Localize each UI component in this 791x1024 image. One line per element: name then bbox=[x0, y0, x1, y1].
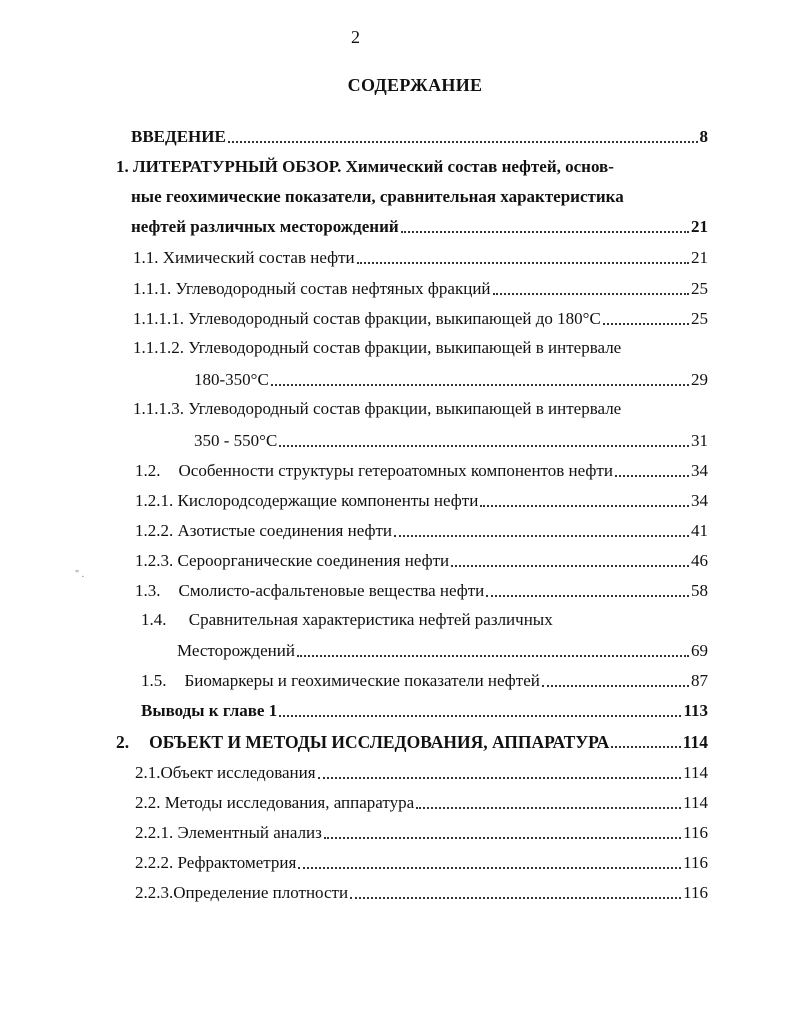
dot-leader bbox=[394, 535, 689, 537]
toc-chapter-title-line: нефтей различных месторождений bbox=[131, 217, 399, 236]
toc-entry-number: 1.3. bbox=[135, 581, 161, 600]
toc-entry-intro bbox=[131, 124, 708, 148]
toc-chapter-title-line: ные геохимические показатели, сравнительная характеристика bbox=[131, 187, 624, 206]
toc-entry-number: 1.5. bbox=[141, 671, 167, 690]
toc-entry-2-2 bbox=[135, 790, 708, 814]
toc-entry-page: 21 bbox=[691, 217, 708, 236]
toc-entry-label: 2.2.3.Определение плотности bbox=[135, 883, 349, 902]
toc-entry-2-2-1 bbox=[135, 820, 708, 844]
toc-entry-page: 21 bbox=[691, 248, 708, 267]
toc-entry-label: 2.2. Методы исследования, аппаратура bbox=[135, 793, 415, 812]
toc-chapter-number: 2. bbox=[116, 732, 130, 752]
toc-entry-label: 1.2.1. Кислородсодержащие компоненты нефти bbox=[135, 491, 479, 510]
toc-entry-label: ОБЪЕКТ И МЕТОДЫ ИССЛЕДОВАНИЯ, АППАРАТУРА bbox=[149, 732, 610, 752]
toc-entry-conclusions bbox=[141, 698, 708, 722]
toc-entry-label: 2.2.1. Элементный анализ bbox=[135, 823, 322, 842]
toc-entry-1-3 bbox=[135, 578, 708, 602]
dot-leader bbox=[297, 655, 689, 657]
toc-chapter-number: 1. bbox=[116, 157, 129, 176]
dot-leader bbox=[350, 897, 681, 899]
toc-entry-1-1 bbox=[133, 245, 708, 269]
toc-entry-label: 1.1.1.1. Углеводородный состав фракции, выкипающей до 180°С bbox=[133, 309, 601, 328]
toc-entry-page: 116 bbox=[683, 853, 708, 872]
toc-entry-label: 1.1.1.2. Углеводородный состав фракции, выкипающей в интервале bbox=[133, 338, 622, 357]
toc-entry-1-2-3 bbox=[135, 548, 708, 572]
toc-entry-page: 31 bbox=[691, 431, 708, 450]
toc-entry-page: 116 bbox=[683, 823, 708, 842]
toc-entry-label: Месторождений bbox=[177, 641, 295, 660]
toc-entry-page: 25 bbox=[691, 309, 708, 328]
toc-entry-1-4 bbox=[177, 638, 708, 662]
page-number: 2 bbox=[351, 27, 360, 47]
toc-entry-label: 2.2.2. Рефрактометрия bbox=[135, 853, 297, 872]
toc-entry-page: 113 bbox=[683, 701, 708, 720]
toc-entry-label: Выводы к главе 1 bbox=[141, 701, 278, 720]
toc-entry-page: 34 bbox=[691, 461, 708, 480]
toc-entry-1-2-1 bbox=[135, 488, 708, 512]
toc-entry-page: 114 bbox=[683, 763, 708, 782]
dot-leader bbox=[324, 837, 681, 839]
toc-entry-2-2-2 bbox=[135, 850, 708, 874]
dot-leader bbox=[279, 445, 689, 447]
dot-leader bbox=[542, 685, 689, 687]
toc-entry-1-2-2 bbox=[135, 518, 708, 542]
toc-entry-1-2 bbox=[135, 458, 708, 482]
toc-entry-label: 1.2.3. Сероорганические соединения нефти bbox=[135, 551, 450, 570]
toc-entry-page: 114 bbox=[682, 732, 708, 752]
toc-entry-number: 1.4. bbox=[141, 610, 167, 629]
toc-entry-1-1-1 bbox=[133, 276, 708, 300]
toc-entry-1-4-line-1 bbox=[141, 609, 553, 631]
dot-leader bbox=[401, 231, 689, 233]
toc-entry-label: 2.1.Объект исследования bbox=[135, 763, 316, 782]
toc-entry-page: 29 bbox=[691, 370, 708, 389]
toc-entry-label: 1.1.1. Углеводородный состав нефтяных фракций bbox=[133, 279, 491, 298]
toc-entry-label: ВВЕДЕНИЕ bbox=[131, 127, 226, 146]
toc-entry-1-1-1-2 bbox=[194, 367, 708, 391]
dot-leader bbox=[298, 867, 681, 869]
toc-entry-page: 46 bbox=[691, 551, 708, 570]
dot-leader bbox=[357, 262, 689, 264]
toc-entry-1-1-1-1 bbox=[133, 306, 708, 330]
toc-chapter-title-line: ЛИТЕРАТУРНЫЙ ОБЗОР. Химический состав нефтей, основ- bbox=[133, 157, 614, 176]
toc-chapter-1-last-line bbox=[131, 214, 708, 238]
dot-leader bbox=[603, 323, 689, 325]
toc-entry-label: 1.2.2. Азотистые соединения нефти bbox=[135, 521, 393, 540]
page-title: СОДЕРЖАНИЕ bbox=[347, 75, 483, 95]
toc-entry-2-1 bbox=[135, 760, 708, 784]
toc-entry-label: Особенности структуры гетероатомных компонентов нефти bbox=[178, 461, 613, 480]
toc-entry-page: 41 bbox=[691, 521, 708, 540]
dot-leader bbox=[493, 293, 689, 295]
toc-entry-page: 114 bbox=[683, 793, 708, 812]
toc-entry-label: Смолисто-асфальтеновые вещества нефти bbox=[178, 581, 485, 600]
dot-leader bbox=[611, 746, 680, 748]
dot-leader bbox=[318, 777, 682, 779]
toc-entry-page: 58 bbox=[691, 581, 708, 600]
dot-leader bbox=[451, 565, 689, 567]
toc-entry-page: 34 bbox=[691, 491, 708, 510]
toc-entry-page: 69 bbox=[691, 641, 708, 660]
dot-leader bbox=[615, 475, 689, 477]
dot-leader bbox=[486, 595, 689, 597]
toc-entry-2-2-3 bbox=[135, 880, 708, 904]
dot-leader bbox=[279, 715, 681, 717]
toc-chapter-1-line-1 bbox=[116, 156, 614, 178]
toc-entry-label: 1.1.1.3. Углеводородный состав фракции, выкипающей в интервале bbox=[133, 399, 622, 418]
dot-leader bbox=[416, 807, 681, 809]
toc-entry-page: 116 bbox=[683, 883, 708, 902]
dot-leader bbox=[228, 141, 698, 143]
toc-entry-page: 25 bbox=[691, 279, 708, 298]
toc-entry-number: 1.2. bbox=[135, 461, 161, 480]
toc-entry-label: Сравнительная характеристика нефтей различных bbox=[188, 610, 553, 629]
dot-leader bbox=[271, 384, 689, 386]
toc-entry-label: 350 - 550°С bbox=[194, 431, 278, 450]
margin-marks: " . bbox=[75, 569, 85, 580]
toc-entry-label: 180-350°С bbox=[194, 370, 269, 389]
toc-entry-1-5 bbox=[141, 668, 708, 692]
toc-entry-page: 8 bbox=[699, 127, 708, 146]
toc-entry-label: Биомаркеры и геохимические показатели нефтей bbox=[184, 671, 540, 690]
dot-leader bbox=[480, 505, 689, 507]
toc-entry-1-1-1-3 bbox=[194, 428, 708, 452]
toc-chapter-2 bbox=[116, 729, 708, 753]
toc-entry-page: 87 bbox=[691, 671, 708, 690]
toc-entry-label: 1.1. Химический состав нефти bbox=[133, 248, 355, 267]
